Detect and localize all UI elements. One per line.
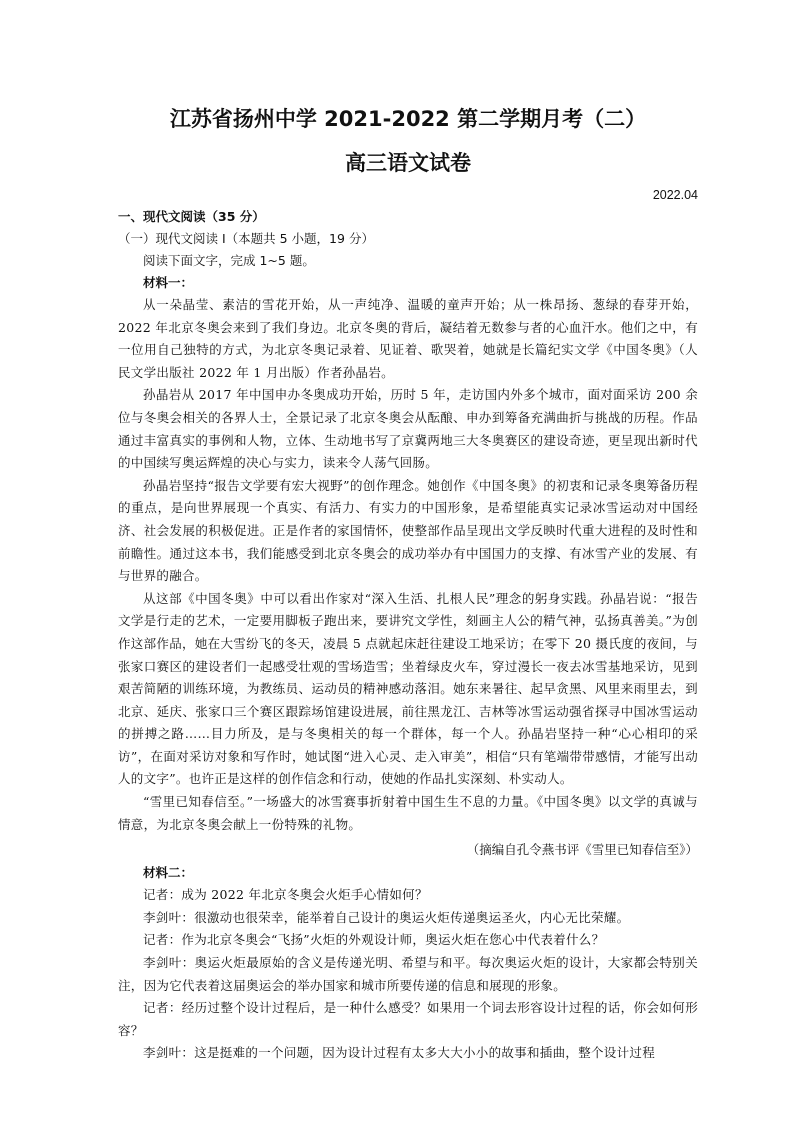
material-two-heading: 材料二： [143, 865, 194, 881]
paragraph: 孙晶岩坚持“报告文学要有宏大视野”的创作理念。她创作《中国冬奥》的初衷和记录冬奥筹备历程的重点，是向世界展现一个真实、有活力、有实力的中国形象，是希望能真实记录冰雪运动对中国经济、社会发展的积极促进。正是作者的家国情怀，使整部作品呈现出文学反映时代重大进程的及时性和前瞻性。通过这本书，我们能感受到北京冬奥会的成功举办有中国国力的支撑、有冰雪产业的发展、有与世界的融合。 [118, 477, 698, 584]
exam-subtitle: 高三语文试卷 [345, 151, 471, 175]
material-one-source: （摘编自孔令燕书评《雪里已知春信至》） [466, 842, 698, 858]
paragraph: 从一朵晶莹、素洁的雪花开始，从一声纯净、温暖的童声开始；从一株昂扬、葱绿的春芽开始，2022 年北京冬奥会来到了我们身边。北京冬奥的背后，凝结着无数参与者的心血汗水。他们之中，有一位用自己独特的方式，为北京冬奥记录着、见证着、歌哭着，她就是长篇纪实文学《中国冬奥》（人民文学出版社 2022 年 1 月出版）作者孙晶岩。 [118, 297, 698, 380]
material-one-body [118, 294, 698, 836]
section-heading: 一、现代文阅读（35 分） [118, 209, 265, 224]
section-subheading: （一）现代文阅读 I（本题共 5 小题，19 分） [118, 231, 374, 246]
material-two-interview [118, 884, 698, 1065]
exam-date: 2022.04 [652, 188, 698, 202]
exam-title: 江苏省扬州中学 2021-2022 第二学期月考（二） [169, 107, 647, 131]
paragraph: “雪里已知春信至。”一场盛大的冰雪赛事折射着中国生生不息的力量。《中国冬奥》以文学的真诚与情意，为北京冬奥会献上一份特殊的礼物。 [118, 794, 698, 832]
material-one-heading: 材料一： [143, 275, 194, 290]
interview-line: 记者：成为 2022 年北京冬奥会火炬手心情如何？ [143, 887, 428, 903]
interview-line: 记者：经历过整个设计过程后，是一种什么感受？如果用一个词去形容设计过程的话，你会如何形容？ [118, 1000, 698, 1038]
interview-line: 李剑叶：很激动也很荣幸，能举着自己设计的奥运火炬传递奥运圣火，内心无比荣耀。 [143, 909, 630, 925]
reading-instruction: 阅读下面文字，完成 1~5 题。 [143, 253, 315, 268]
interview-line: 李剑叶：这是挺难的一个问题，因为设计过程有太多大大小小的故事和插曲，整个设计过程 [143, 1045, 656, 1061]
interview-line: 记者：作为北京冬奥会“飞扬”火炬的外观设计师，奥运火炬在您心中代表着什么？ [143, 932, 605, 948]
interview-line: 李剑叶：奥运火炬最原始的含义是传递光明、希望与和平。每次奥运火炬的设计，大家都会特别关注，因为它代表着这届奥运会的举办国家和城市所要传递的信息和展现的形象。 [118, 955, 698, 993]
paragraph: 从这部《中国冬奥》中可以看出作家对“深入生活、扎根人民”理念的躬身实践。孙晶岩说：“报告文学是行走的艺术，一定要用脚板子跑出来，要讲究文学性，刻画主人公的精气神，弘扬真善美。”为创作这部作品，她在大雪纷飞的冬天，凌晨 5 点就起床赶往建设工地采访；在零下 20 摄氏度的夜间，与张家口赛区的建设者们一起感受壮观的雪场造雪；坐着绿皮火车，穿过漫长一夜去冰雪基地采访，见到艰苦简陋的训练环境，为教练员、运动员的精神感动落泪。她东来暑往、起早贪黑、风里来雨里去，到北京、延庆、张家口三个赛区跟踪场馆建设进展，前往黑龙江、吉林等冰雪运动强省探寻中国冰雪运动的拼搏之路……目力所及，是与冬奥相关的每一个群体，每一个人。孙晶岩坚持一种“心心相印的采访”，在面对采访对象和写作时，她试图“进入心灵、走入审美”，相信“只有笔端带带感情，才能写出动人的文字”。也许正是这样的创作信念和行动，使她的作品扎实深刻、朴实动人。 [118, 590, 698, 787]
paragraph: 孙晶岩从 2017 年中国申办冬奥成功开始，历时 5 年，走访国内外多个城市，面对面采访 200 余位与冬奥会相关的各界人士，全景记录了北京冬奥会从酝酿、申办到筹备充满曲折与挑战的历程。作品通过丰富真实的事例和人物，立体、生动地书写了京冀两地三大冬奥赛区的建设奇迹，更呈现出新时代的中国续写奥运辉煌的决心与实力，读来令人荡气回肠。 [118, 387, 698, 471]
